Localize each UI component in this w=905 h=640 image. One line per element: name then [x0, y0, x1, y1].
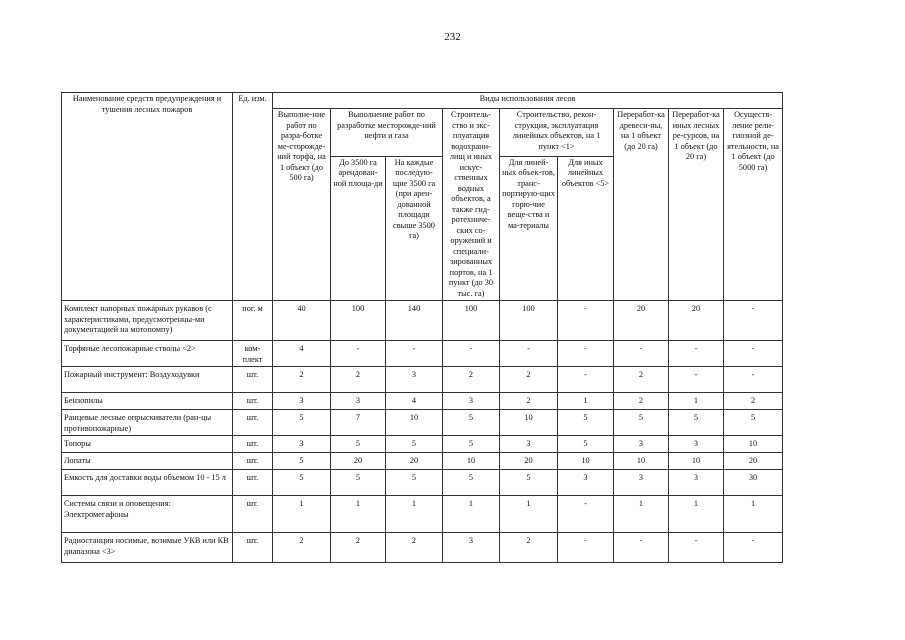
row-value: - [724, 367, 783, 393]
row-value: - [724, 341, 783, 367]
row-unit: шт. [233, 533, 273, 563]
row-value: 1 [443, 496, 500, 533]
row-value: 20 [500, 453, 558, 470]
row-value: 40 [273, 301, 331, 341]
row-value: 5 [669, 410, 724, 436]
header-oil-gas: Выполнение работ по разработке месторожде-ний нефти и газа [331, 109, 443, 157]
table-row [62, 453, 783, 470]
row-name: Торфяные лесопожарные стволы <2> [62, 341, 233, 367]
row-name: Пожарный инструмент: Воздуходувки [62, 367, 233, 393]
row-value: 5 [273, 470, 331, 496]
header-name: Наименование средств предупреждения и тушения лесных пожаров [62, 93, 233, 301]
header-forest-resources: Переработ-ка иных лесных ре-сурсов, на 1 объект (до 20 га) [669, 109, 724, 301]
row-value: 5 [386, 436, 443, 453]
row-name: Ранцевые лесные опрыскиватели (ран-цы противопожарные) [62, 410, 233, 436]
row-value: 20 [331, 453, 386, 470]
row-name: Лопаты [62, 453, 233, 470]
header-peat: Выполне-ние работ по разра-ботке ме-сторожде-ний торфа, на 1 объект (до 500 га) [273, 109, 331, 301]
row-value: - [331, 341, 386, 367]
row-value: 20 [386, 453, 443, 470]
row-value: 100 [500, 301, 558, 341]
row-name: Бензопилы [62, 393, 233, 410]
row-value: 5 [386, 470, 443, 496]
row-value: 10 [558, 453, 614, 470]
row-value: 4 [386, 393, 443, 410]
row-value: 5 [273, 453, 331, 470]
row-value: - [558, 496, 614, 533]
row-value: 2 [273, 533, 331, 563]
row-value: 3 [614, 436, 669, 453]
row-value: - [669, 533, 724, 563]
row-name: Топоры [62, 436, 233, 453]
row-value: 4 [273, 341, 331, 367]
row-unit: шт. [233, 436, 273, 453]
header-reservoirs: Строитель-ство и экс-плуатация водохрани-лищ и иных искус-ственных водных объектов, а также гид-ротехниче-ских со-оружений и специали-зированных портов, на 1 пункт (до 30 тыс. га) [443, 109, 500, 301]
row-value: - [669, 341, 724, 367]
row-unit: шт. [233, 410, 273, 436]
row-value: 3 [386, 367, 443, 393]
row-value: 2 [500, 533, 558, 563]
row-unit: шт. [233, 453, 273, 470]
row-value: 3 [558, 470, 614, 496]
row-value: - [614, 341, 669, 367]
table-row [62, 470, 783, 496]
row-name: Системы связи и оповещения: Электромегафоны [62, 496, 233, 533]
row-unit: шт. [233, 393, 273, 410]
row-value: - [558, 301, 614, 341]
row-value: 3 [443, 533, 500, 563]
row-value: - [558, 367, 614, 393]
row-value: 10 [669, 453, 724, 470]
row-name: Радиостанция носимые, возимые УКВ или КВ диапазона <3> [62, 533, 233, 563]
row-value: 5 [331, 470, 386, 496]
row-value: 2 [614, 367, 669, 393]
row-value: 5 [273, 410, 331, 436]
row-value: 3 [614, 470, 669, 496]
row-value: 10 [724, 436, 783, 453]
row-name: Комплект напорных пожарных рукавов (с характеристиками, предусмотренны-ми документацией на мотопомпу) [62, 301, 233, 341]
table-row [62, 301, 783, 341]
row-value: 1 [273, 496, 331, 533]
row-value: 100 [443, 301, 500, 341]
page-number: 232 [444, 31, 461, 43]
header-linear: Строительство, рекон-струкция, эксплуатация линейных объектов, на 1 пункт <1> [500, 109, 614, 157]
header-religious: Осуществ-ление рели-гиозной де-ятельности, на 1 объект (до 5000 га) [724, 109, 783, 301]
header-oil-gas-first: До 3500 га арендован-ной площа-ди [331, 156, 386, 300]
row-value: 3 [273, 393, 331, 410]
row-value: 2 [614, 393, 669, 410]
header-oil-gas-next: На каждые последую-щие 3500 га (при арен-дованной площади свыше 3500 га) [386, 156, 443, 300]
row-value: 20 [724, 453, 783, 470]
row-value: - [500, 341, 558, 367]
row-value: 100 [331, 301, 386, 341]
row-value: 3 [500, 436, 558, 453]
row-value: 3 [669, 470, 724, 496]
row-value: 2 [724, 393, 783, 410]
row-value: 1 [331, 496, 386, 533]
header-wood-processing: Переработ-ка древеси-ны, на 1 объект (до 20 га) [614, 109, 669, 301]
row-value: 20 [669, 301, 724, 341]
row-unit: шт. [233, 470, 273, 496]
row-value: 1 [614, 496, 669, 533]
row-value: 3 [331, 393, 386, 410]
row-value: 2 [331, 367, 386, 393]
row-value: 10 [500, 410, 558, 436]
row-name: Емкость для доставки воды объемом 10 - 15 л [62, 470, 233, 496]
row-value: 30 [724, 470, 783, 496]
row-value: 5 [724, 410, 783, 436]
row-unit: шт. [233, 496, 273, 533]
row-value: 1 [669, 393, 724, 410]
row-value: 5 [331, 436, 386, 453]
row-value: 3 [443, 393, 500, 410]
row-value: - [669, 367, 724, 393]
row-value: - [443, 341, 500, 367]
row-value: 7 [331, 410, 386, 436]
equipment-table [61, 92, 783, 563]
row-value: 2 [273, 367, 331, 393]
header-linear-flammable: Для линей-ных объек-тов, транс-портирую-щих горю-чие веще-ства и ма-териалы [500, 156, 558, 300]
header-unit: Ед. изм. [233, 93, 273, 301]
row-value: 5 [443, 470, 500, 496]
row-value: 1 [386, 496, 443, 533]
row-value: - [386, 341, 443, 367]
header-linear-other: Для иных линейных объектов <5> [558, 156, 614, 300]
table-row [62, 496, 783, 533]
row-value: 5 [443, 436, 500, 453]
row-value: 1 [558, 393, 614, 410]
row-value: 3 [273, 436, 331, 453]
row-unit: ком-плект [233, 341, 273, 367]
row-value: 2 [500, 393, 558, 410]
table-row [62, 393, 783, 410]
row-value: 10 [386, 410, 443, 436]
table-row [62, 436, 783, 453]
row-value: 3 [669, 436, 724, 453]
row-value: 1 [669, 496, 724, 533]
row-value: - [558, 533, 614, 563]
header-uses: Виды использования лесов [273, 93, 783, 109]
table-row [62, 410, 783, 436]
row-value: 5 [558, 410, 614, 436]
row-value: 20 [614, 301, 669, 341]
row-value: 140 [386, 301, 443, 341]
row-value: - [614, 533, 669, 563]
row-value: - [724, 301, 783, 341]
row-value: 2 [386, 533, 443, 563]
row-value: - [558, 341, 614, 367]
table-row [62, 341, 783, 367]
row-value: 5 [443, 410, 500, 436]
row-unit: шт. [233, 367, 273, 393]
row-value: 10 [614, 453, 669, 470]
row-unit: пог. м [233, 301, 273, 341]
row-value: 1 [500, 496, 558, 533]
table-row [62, 367, 783, 393]
row-value: 5 [558, 436, 614, 453]
row-value: - [724, 533, 783, 563]
row-value: 1 [724, 496, 783, 533]
table-row [62, 533, 783, 563]
row-value: 5 [500, 470, 558, 496]
row-value: 2 [500, 367, 558, 393]
row-value: 5 [614, 410, 669, 436]
row-value: 2 [331, 533, 386, 563]
row-value: 10 [443, 453, 500, 470]
row-value: 2 [443, 367, 500, 393]
